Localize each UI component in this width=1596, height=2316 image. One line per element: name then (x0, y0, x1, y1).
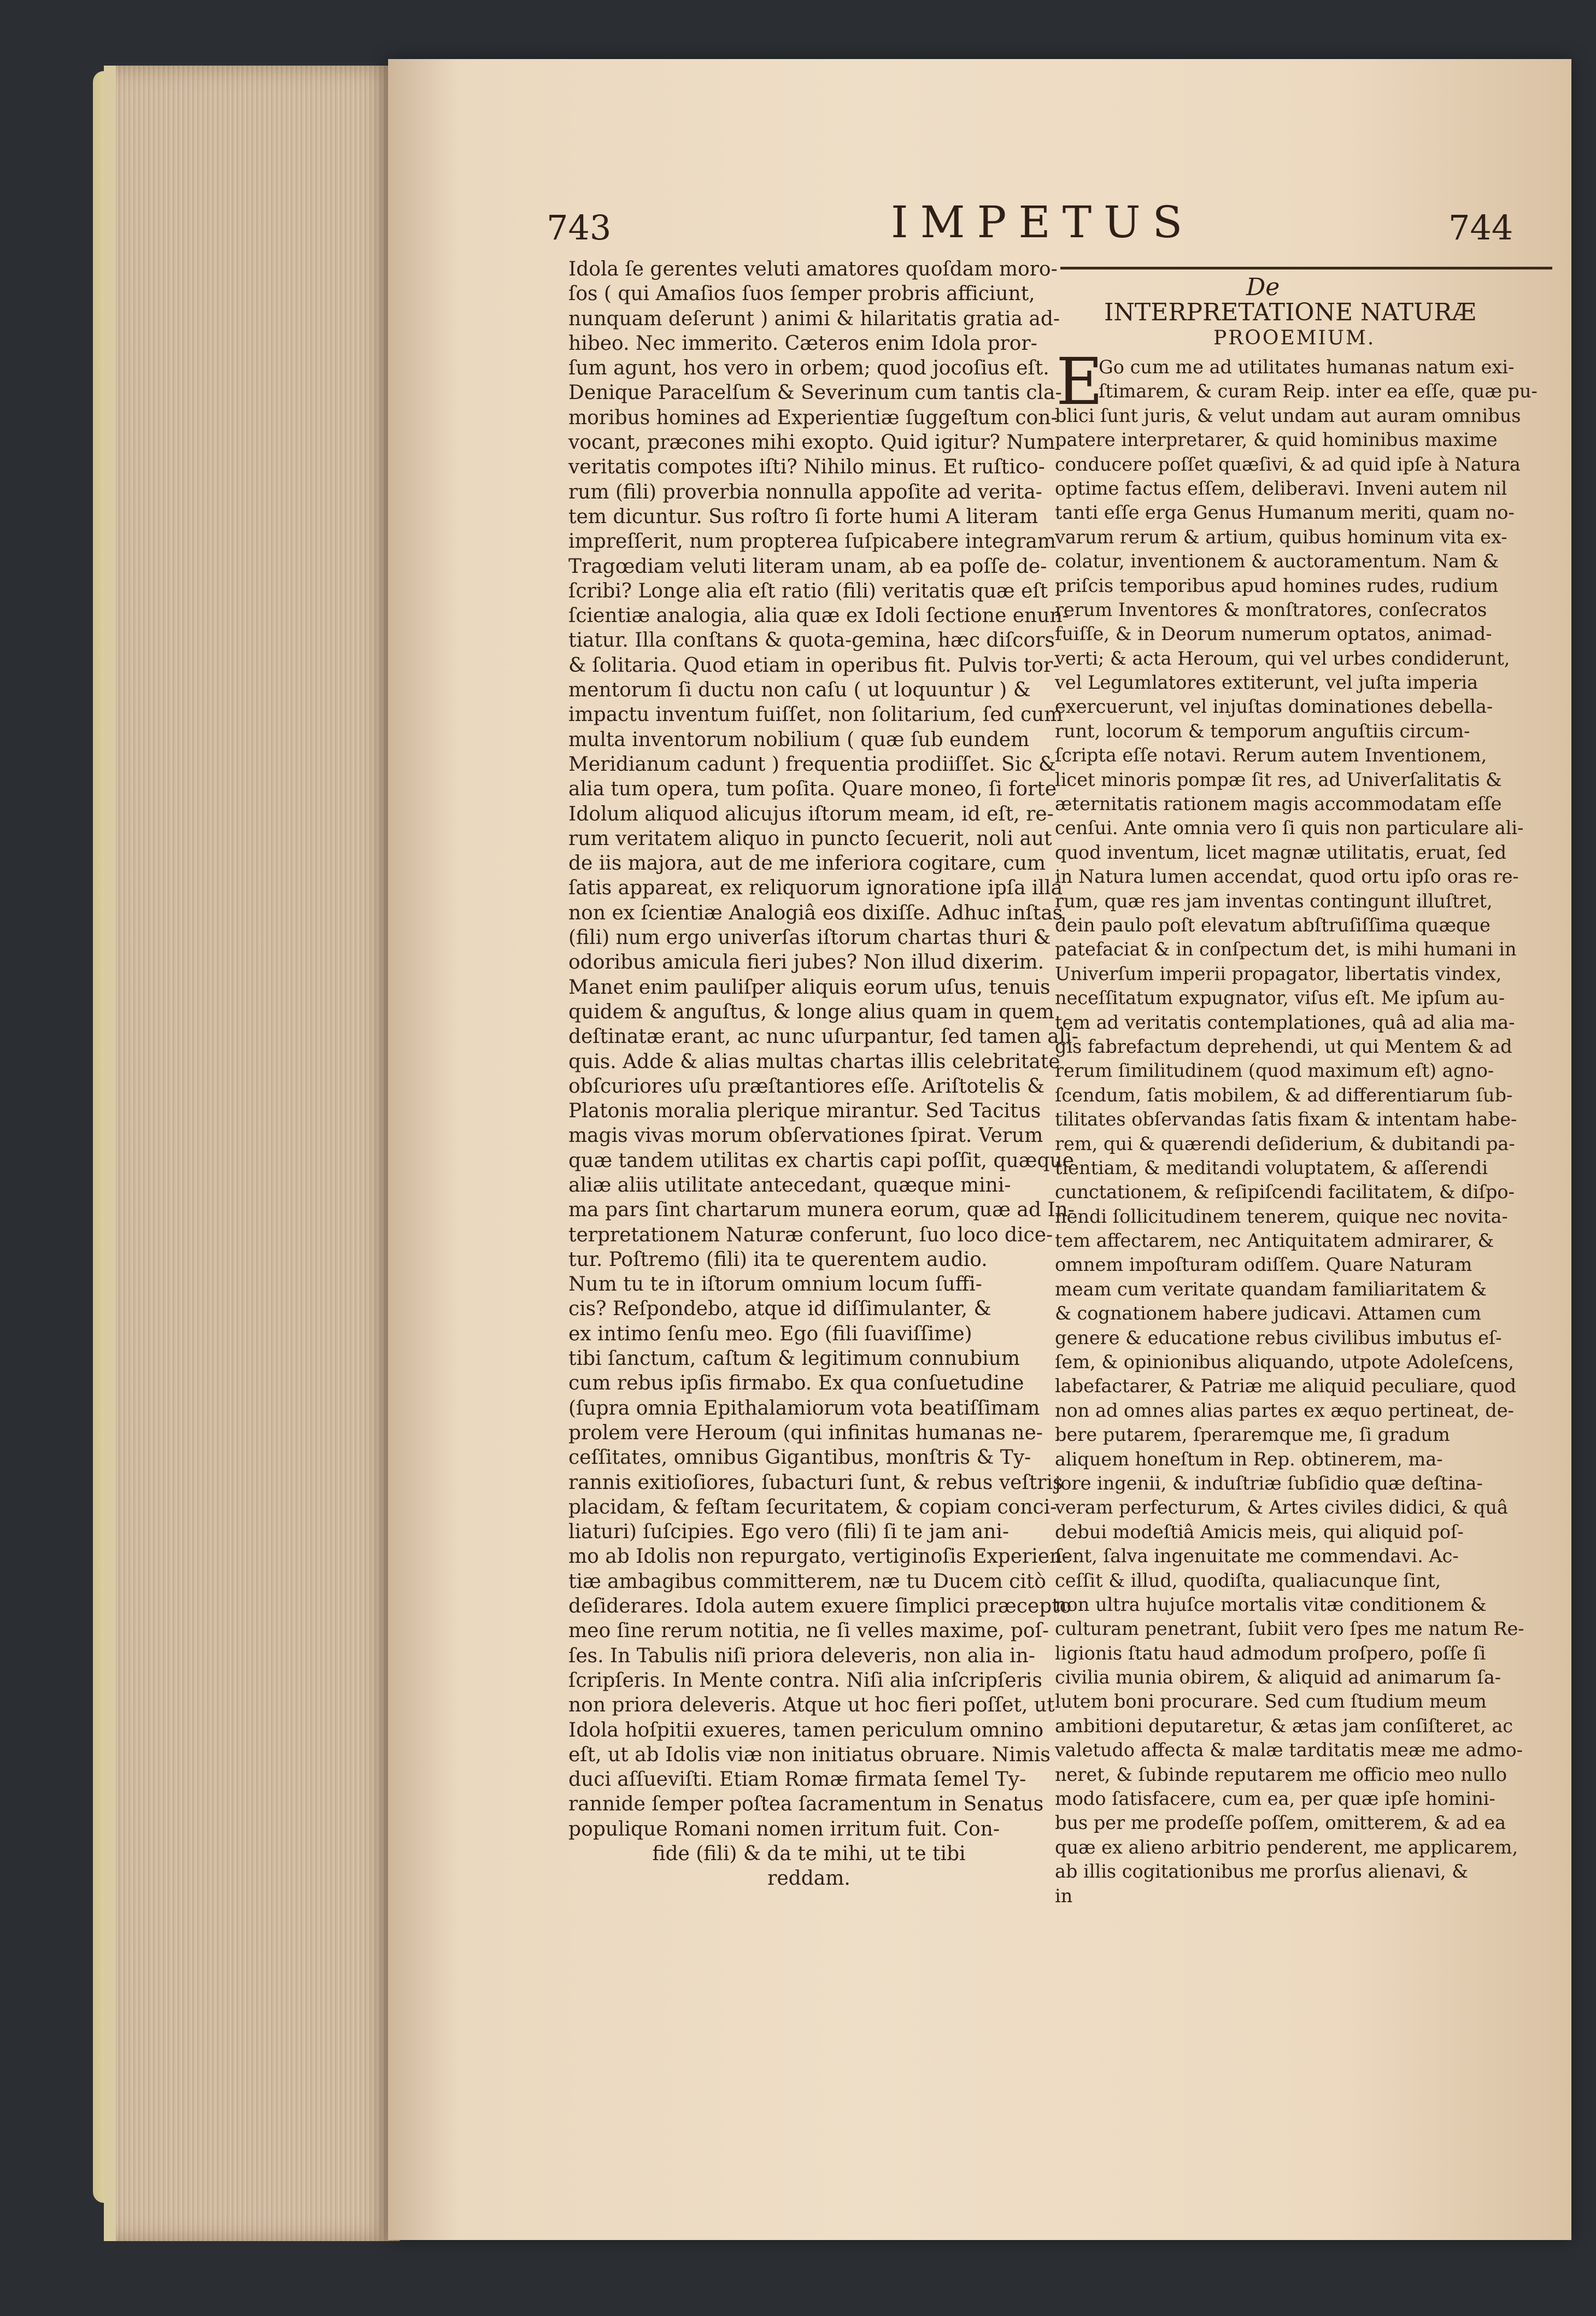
text-line: ſtimarem, & curam Reip. inter ea eſſe, quæ pu- (1099, 380, 1538, 402)
text-line: cenſui. Ante omnia vero ſi quis non particulare ali- (1055, 817, 1524, 839)
text-line: cunctationem, & reſipiſcendi facilitatem, & diſpo- (1055, 1181, 1515, 1203)
text-line: ſcripſeris. In Mente contra. Niſi alia inſcripſeris (568, 1669, 1042, 1692)
header-rule (1060, 267, 1552, 269)
text-line: prolem vere Heroum (qui infinitas humanas ne- (568, 1421, 1043, 1444)
text-line: dein paulo poſt elevatum abſtruſiſſima quæque (1055, 914, 1491, 936)
text-line: non ultra hujuſce mortalis vitæ conditionem & (1055, 1593, 1487, 1615)
text-line: rerum Inventores & monſtratores, conſecratos (1055, 599, 1487, 620)
text-line: ab illis cogitationibus me prorſus alienavi, & (1055, 1861, 1469, 1883)
text-line: tem ad veritatis contemplationes, quâ ad alia ma- (1055, 1011, 1515, 1033)
text-line: tem dicuntur. Sus roſtro ſi forte humi A literam (568, 505, 1038, 528)
text-line: deſtinatæ erant, ac nunc uſurpantur, ſed tamen ali- (568, 1025, 1078, 1048)
text-line: patere interpretarer, & quid hominibus maxime (1055, 429, 1498, 451)
text-line: debui modeſtiâ Amicis meis, qui aliquid poſ- (1055, 1521, 1464, 1543)
text-line: Tragœdiam veluti literam unam, ab ea poſſe de- (568, 555, 1047, 578)
text-line: Idola hoſpitii exueres, tamen periculum omnino (568, 1719, 1044, 1742)
text-line: multa inventorum nobilium ( quæ ſub eundem (568, 728, 1030, 751)
text-line: tibi ſanctum, caſtum & legitimum connubium (568, 1347, 1020, 1370)
text-line: ex intimo ſenſu meo. Ego (fili ſuaviſſime) (568, 1322, 972, 1345)
text-line: quis. Adde & alias multas chartas illis celebritate (568, 1050, 1060, 1073)
text-line: in Natura lumen accendat, quod ortu ipſo oras re- (1055, 866, 1519, 888)
text-line: optime factus eſſem, deliberavi. Inveni autem nil (1055, 477, 1507, 499)
text-line: vocant, præcones mihi exopto. Quid igitur? Num (568, 431, 1055, 454)
text-line: Manet enim pauliſper aliquis eorum uſus, tenuis (568, 976, 1051, 999)
text-line: bus per me prodeſſe poſſem, omitterem, & ad ea (1055, 1812, 1506, 1834)
text-line: ſatis appareat, ex reliquorum ignoratione ipſa illa (568, 877, 1063, 900)
text-line: ſcribi? Longe alia eſt ratio (fili) veritatis quæ eſt (568, 579, 1048, 602)
text-line: rerum ſimilitudinem (quod maximum eſt) agno- (1055, 1060, 1494, 1082)
text-line: labefactarer, & Patriæ me aliquid peculiare, quod (1055, 1375, 1517, 1397)
text-line: fide (fili) & da te mihi, ut te tibi (652, 1843, 966, 1865)
text-line: Platonis moralia plerique mirantur. Sed Tacitus (568, 1100, 1041, 1123)
text-line: cum rebus ipſis firmabo. Ex qua conſuetudine (568, 1372, 1024, 1395)
text-line: (ſupra omnia Epithalamiorum vota beatiſſimam (568, 1397, 1040, 1420)
text-line: cis? Reſpondebo, atque id diſſimulanter, & (568, 1298, 991, 1321)
text-line: tientiam, & meditandi voluptatem, & aſſerendi (1055, 1157, 1488, 1178)
text-line: ſcientiæ analogia, alia quæ ex Idoli ſectione enun- (568, 605, 1069, 628)
text-line: rem, qui & quærendi deſiderium, & dubitandi pa- (1055, 1133, 1515, 1154)
text-line: veritatis compotes iſti? Nihilo minus. Et ruſtico- (568, 456, 1045, 479)
text-line: gis fabrefactum deprehendi, ut qui Mentem & ad (1055, 1035, 1512, 1057)
text-line: Meridianum cadunt ) frequentia prodiiſſet. Sic & (568, 753, 1056, 776)
text-line: bere putarem, ſperaremque me, ſi gradum (1055, 1424, 1450, 1446)
left-text-column (568, 257, 1078, 1891)
drop-cap: E (1056, 344, 1104, 419)
text-line: veram perfecturum, & Artes civiles didici, & quâ (1055, 1497, 1508, 1518)
text-line: quæ ex alieno arbitrio penderent, me applicarem, (1055, 1836, 1518, 1858)
text-line: reddam. (767, 1867, 850, 1890)
text-line: ſum agunt, hos vero in orbem; quod jocoſius eſt. (568, 357, 1049, 380)
text-line: ſes. In Tabulis niſi priora deleveris, non alia in- (568, 1644, 1035, 1667)
text-line: Univerſum imperii propagator, libertatis vindex, (1055, 963, 1502, 984)
text-line: tanti eſſe erga Genus Humanum meriti, quam no- (1055, 502, 1515, 524)
text-line: odoribus amicula fieri jubes? Non illud dixerim. (568, 951, 1045, 974)
text-line: Go cum me ad utilitates humanas natum exi- (1099, 356, 1515, 378)
text-line: nunquam deſerunt ) animi & hilaritatis gratia ad- (568, 307, 1060, 330)
text-line: ſcripta eſſe notavi. Rerum autem Inventionem, (1055, 744, 1487, 766)
text-line: æternitatis rationem magis accommodatam eſſe (1055, 793, 1502, 815)
text-line: ceſſit & illud, quodiſta, qualiacunque ſint, (1055, 1569, 1441, 1591)
text-line: mo ab Idolis non repurgato, vertiginoſis Experien- (568, 1545, 1069, 1568)
text-line: jore ingenii, & induſtriæ ſubſidio quæ deſtina- (1055, 1472, 1483, 1494)
text-line: runt, locorum & temporum anguſtiis circum- (1055, 720, 1470, 742)
text-line: moribus homines ad Experientiæ ſuggeſtum con- (568, 406, 1058, 429)
text-line: rum veritatem aliquo in puncto ſecuerit, noli aut (568, 827, 1052, 850)
page-edges (104, 66, 400, 2241)
text-line: meam cum veritate quandam familiaritatem & (1055, 1278, 1487, 1300)
text-line: colatur, inventionem & auctoramentum. Nam & (1055, 550, 1499, 572)
text-line: & ſolitaria. Quod etiam in operibus fit. Pulvis tor- (568, 654, 1060, 677)
text-line: alia tum opera, tum poſita. Quare moneo, ſi forte (568, 778, 1057, 801)
text-line: ſem, & opinionibus aliquando, utpote Adoleſcens, (1055, 1351, 1514, 1373)
text-line: non priora deleveris. Atque ut hoc fieri poſſet, ut (568, 1694, 1055, 1717)
text-line: (fili) num ergo univerſas iſtorum chartas thuri & (568, 927, 1051, 949)
text-line: nendi ſollicitudinem tenerem, quique nec novita- (1055, 1205, 1508, 1227)
text-line: ſcendum, ſatis mobilem, & ad differentiarum ſub- (1055, 1084, 1513, 1106)
text-line: obſcuriores uſu præſtantiores eſſe. Ariſtotelis & (568, 1075, 1045, 1098)
text-line: tur. Poſtremo (fili) ita te querentem audio. (568, 1248, 988, 1271)
text-line: ma pars ſint chartarum munera eorum, quæ ad In- (568, 1199, 1075, 1222)
text-line: quæ tandem utilitas ex chartis capi poſſit, quæque (568, 1149, 1075, 1172)
text-line: impreſſerit, num propterea ſuſpicabere integram (568, 530, 1057, 553)
text-line: culturam penetrant, ſubiit vero ſpes me natum Re- (1055, 1618, 1524, 1640)
text-line: ſent, ſalva ingenuitate me commendavi. Ac- (1055, 1545, 1459, 1567)
text-line: populique Romani nomen irritum fuit. Con- (568, 1817, 1000, 1840)
text-line: liaturi) ſuſcipies. Ego vero (fili) ſi te jam ani- (568, 1521, 1010, 1544)
text-line: tiatur. Illa conſtans & quota-gemina, hæc diſcors (568, 629, 1055, 652)
text-line: quidem & anguſtus, & longe alius quam in quem (568, 1000, 1054, 1023)
text-line: lutem boni procurare. Sed cum ſtudium meum (1055, 1691, 1487, 1713)
text-line: licet minoris pompæ ſit res, ad Univerſalitatis & (1055, 769, 1502, 790)
text-line: non ex ſcientiæ Analogiâ eos dixiſſe. Adhuc inſtas (568, 901, 1063, 924)
running-title: IMPETUS (891, 197, 1195, 248)
text-line: conducere poſſet quæſivi, & ad quid ipſe à Natura (1055, 453, 1521, 475)
text-line: Idola ſe gerentes veluti amatores quoſdam moro- (568, 258, 1058, 280)
text-line: mentorum ſi ductu non caſu ( ut loquuntur ) & (568, 679, 1031, 702)
text-line: de iis majora, aut de me inferiora cogitare, cum (568, 852, 1046, 875)
text-line: neceſſitatum expugnator, viſus eſt. Me ipſum au- (1055, 987, 1505, 1009)
text-line: impactu inventum fuiſſet, non ſolitarium, ſed cum (568, 703, 1063, 726)
prooemium-heading: PROOEMIUM. (1213, 327, 1376, 349)
text-line: aliæ aliis utilitate antecedant, quæque mini- (568, 1174, 1011, 1197)
text-line: modo ſatisfacere, cum ea, per quæ ipſe homini- (1055, 1788, 1495, 1810)
text-line: non ad omnes alias partes ex æquo pertineat, de- (1055, 1399, 1514, 1421)
text-line: in (1055, 1885, 1073, 1907)
text-line: Idolum aliquod alicujus iſtorum meam, id eſt, re- (568, 802, 1054, 825)
text-line: ſos ( qui Amaſios ſuos ſemper probris afficiunt, (568, 283, 1035, 306)
text-line: magis vivas morum obſervationes ſpirat. Verum (568, 1124, 1043, 1147)
text-line: fuiſſe, & in Deorum numerum optatos, animad- (1055, 623, 1492, 645)
text-line: valetudo affecta & malæ tarditatis meæ me admo- (1055, 1739, 1523, 1761)
text-line: deſiderares. Idola autem exuere ſimplici præcepto (568, 1595, 1072, 1618)
text-line: varum rerum & artium, quibus hominum vita ex- (1055, 526, 1507, 548)
text-line: rannis exitioſiores, ſubacturi ſunt, & rebus veſtris (568, 1471, 1063, 1494)
text-line: rannide ſemper poſtea ſacramentum in Senatus (568, 1793, 1044, 1816)
text-line: ligionis ſtatu haud admodum proſpero, poſſe ſi (1055, 1642, 1486, 1664)
text-line: exercuerunt, vel injuſtas dominationes debella- (1055, 696, 1493, 718)
text-line: priſcis temporibus apud homines rudes, rudium (1055, 574, 1499, 596)
text-line: Num tu te in iſtorum omnium locum ſuffi- (568, 1273, 982, 1296)
text-line: ambitioni deputaretur, & ætas jam conſiſteret, ac (1055, 1715, 1513, 1737)
text-line: vel Legumlatores extiterunt, vel juſta imperia (1055, 672, 1478, 694)
right-text-column (1055, 344, 1547, 1908)
text-line: quod inventum, licet magnæ utilitatis, eruat, ſed (1055, 841, 1507, 863)
text-line: verti; & acta Heroum, qui vel urbes condiderunt, (1055, 647, 1510, 669)
text-line: neret, & ſubinde reputarem me officio meo nullo (1055, 1763, 1507, 1785)
text-line: Denique Paracelſum & Severinum cum tantis cla- (568, 382, 1062, 404)
text-line: placidam, & feſtam ſecuritatem, & copiam conci- (568, 1496, 1057, 1518)
text-line: meo ſine rerum notitia, ne ſi velles maxime, poſ- (568, 1620, 1049, 1643)
text-line: rum, quæ res jam inventas contingunt illuſtret, (1055, 890, 1493, 912)
section-title: INTERPRETATIONE NATURÆ (1104, 298, 1476, 326)
text-line: tem affectarem, nec Antiquitatem admirarer, & (1055, 1230, 1494, 1252)
text-line: terpretationem Naturæ conferunt, ſuo loco dice- (568, 1223, 1053, 1246)
text-line: tilitates obſervandas ſatis fixam & intentam habe- (1055, 1109, 1517, 1130)
text-line: ceſſitates, omnibus Gigantibus, monſtris & Ty- (568, 1446, 1031, 1469)
text-line: rum (fili) proverbia nonnulla appoſite ad verita- (568, 480, 1042, 503)
text-line: & cognationem habere judicavi. Attamen cum (1055, 1303, 1482, 1324)
text-line: omnem impoſturam odiſſem. Quare Naturam (1055, 1254, 1472, 1276)
text-line: eſt, ut ab Idolis viæ non initiatus obruare. Nimis (568, 1743, 1051, 1766)
section-de: De (1246, 273, 1280, 301)
text-line: aliquem honeſtum in Rep. obtinerem, ma- (1055, 1448, 1443, 1470)
text-line: duci aſſueviſti. Etiam Romæ firmata ſemel Ty- (568, 1768, 1026, 1791)
text-line: hibeo. Nec immerito. Cæteros enim Idola pror- (568, 332, 1037, 355)
text-line: blici ſunt juris, & velut undam aut auram omnibus (1055, 404, 1521, 426)
left-page-number: 743 (547, 208, 612, 248)
right-page-number: 744 (1448, 208, 1513, 248)
text-line: patefaciat & in conſpectum det, is mihi humani in (1055, 939, 1517, 960)
text-line: civilia munia obirem, & aliquid ad animarum ſa- (1055, 1667, 1501, 1688)
text-line: tiæ ambagibus committerem, næ tu Ducem citò (568, 1570, 1046, 1593)
text-line: genere & educatione rebus civilibus imbutus eſ- (1055, 1327, 1502, 1348)
